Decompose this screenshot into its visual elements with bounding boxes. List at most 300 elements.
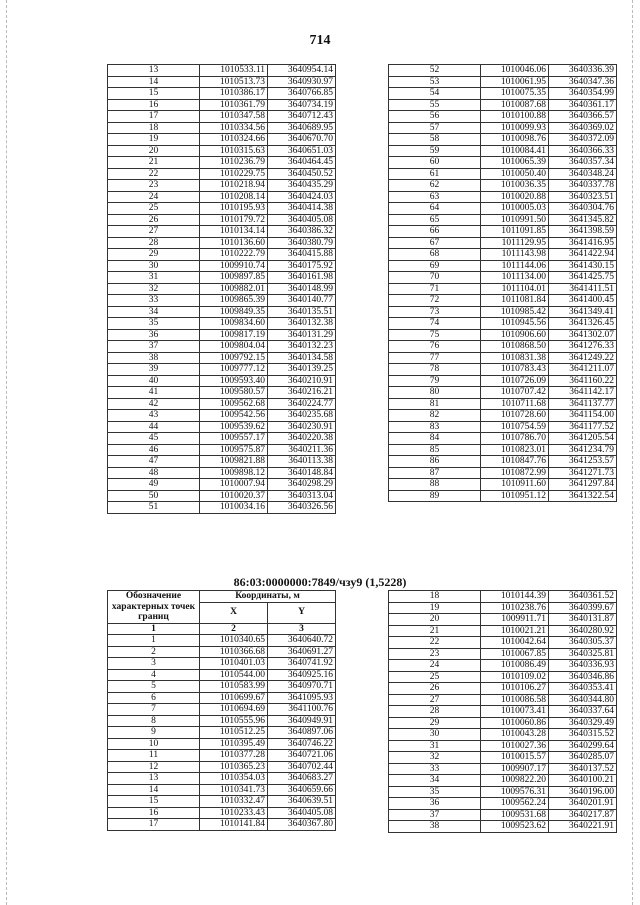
y-coordinate: 3640201.91 [549, 798, 617, 810]
y-coordinate: 3641154.00 [549, 410, 617, 422]
point-number: 28 [108, 237, 200, 249]
y-coordinate: 3640326.56 [268, 502, 336, 514]
point-number: 2 [108, 646, 200, 658]
y-coordinate: 3640336.93 [549, 660, 617, 672]
x-coordinate: 1009910.74 [200, 260, 268, 272]
y-coordinate: 3640221.91 [549, 821, 617, 833]
coordinates-table-bottom-left [107, 590, 336, 831]
point-number: 14 [108, 76, 200, 88]
x-coordinate: 1010513.73 [200, 76, 268, 88]
x-coordinate: 1009531.68 [481, 809, 549, 821]
x-coordinate: 1010340.65 [200, 635, 268, 647]
table-row [389, 490, 617, 502]
table-row [108, 807, 336, 819]
y-coordinate: 3640954.14 [268, 65, 336, 77]
y-coordinate: 3641349.41 [549, 306, 617, 318]
point-number: 61 [389, 168, 481, 180]
point-number: 45 [108, 433, 200, 445]
y-coordinate: 3640925.16 [268, 669, 336, 681]
section-title: 86:03:0000000:7849/чзу9 (1,5228) [233, 575, 407, 589]
coordinates-table-top-right [388, 64, 617, 502]
point-number: 31 [389, 740, 481, 752]
y-coordinate: 3640640.72 [268, 635, 336, 647]
y-coordinate: 3640100.21 [549, 775, 617, 787]
point-number: 63 [389, 191, 481, 203]
table-row [108, 168, 336, 180]
x-coordinate: 1010099.93 [481, 122, 549, 134]
table-row [108, 329, 336, 341]
table-row [108, 421, 336, 433]
table-row [389, 364, 617, 376]
table-row [108, 226, 336, 238]
table-row [108, 352, 336, 364]
y-coordinate: 3641326.45 [549, 318, 617, 330]
table-row [108, 738, 336, 750]
x-coordinate: 1010823.01 [481, 444, 549, 456]
x-coordinate: 1011134.00 [481, 272, 549, 284]
y-coordinate: 3640337.78 [549, 180, 617, 192]
x-coordinate: 1010783.43 [481, 364, 549, 376]
y-coordinate: 3640216.21 [268, 387, 336, 399]
point-number: 71 [389, 283, 481, 295]
y-coordinate: 3640132.23 [268, 341, 336, 353]
point-number: 16 [108, 99, 200, 111]
x-coordinate: 1010036.35 [481, 180, 549, 192]
table-header-row [108, 591, 336, 603]
x-coordinate: 1010098.76 [481, 134, 549, 146]
table-row [389, 775, 617, 787]
y-coordinate: 3640415.88 [268, 249, 336, 261]
table-row [389, 456, 617, 468]
table-row [108, 375, 336, 387]
y-coordinate: 3640405.08 [268, 807, 336, 819]
x-coordinate: 1011129.95 [481, 237, 549, 249]
point-number: 5 [108, 681, 200, 693]
y-coordinate: 3640148.99 [268, 283, 336, 295]
table-row [108, 479, 336, 491]
table-row [389, 272, 617, 284]
y-coordinate: 3640949.91 [268, 715, 336, 727]
point-number: 28 [389, 706, 481, 718]
point-number: 21 [108, 157, 200, 169]
y-coordinate: 3640734.19 [268, 99, 336, 111]
point-number: 80 [389, 387, 481, 399]
point-number: 68 [389, 249, 481, 261]
y-coordinate: 3640323.51 [549, 191, 617, 203]
column-number: 1 [108, 623, 200, 635]
table-row [389, 387, 617, 399]
table-row [389, 591, 617, 603]
point-number: 19 [389, 602, 481, 614]
x-coordinate: 1009821.88 [200, 456, 268, 468]
y-coordinate: 3640721.06 [268, 750, 336, 762]
y-coordinate: 3640464.45 [268, 157, 336, 169]
coordinates-table-top-left [107, 64, 336, 514]
y-coordinate: 3640386.32 [268, 226, 336, 238]
table-row [108, 490, 336, 502]
point-number: 17 [108, 111, 200, 123]
table-row [389, 180, 617, 192]
table-row [108, 157, 336, 169]
point-number: 17 [108, 819, 200, 831]
table-row [108, 715, 336, 727]
point-number: 86 [389, 456, 481, 468]
x-coordinate: 1009804.04 [200, 341, 268, 353]
table-row [108, 410, 336, 422]
table-row [389, 625, 617, 637]
x-coordinate: 1010512.25 [200, 727, 268, 739]
x-coordinate: 1010075.35 [481, 88, 549, 100]
y-coordinate: 3640659.66 [268, 784, 336, 796]
y-coordinate: 3641205.54 [549, 433, 617, 445]
table-row [389, 134, 617, 146]
point-number: 35 [389, 786, 481, 798]
table-row [108, 364, 336, 376]
table-row [389, 433, 617, 445]
y-coordinate: 3640691.27 [268, 646, 336, 658]
y-coordinate: 3640712.43 [268, 111, 336, 123]
table-row [389, 740, 617, 752]
point-number: 29 [108, 249, 200, 261]
y-coordinate: 3640414.38 [268, 203, 336, 215]
x-coordinate: 1010354.03 [200, 773, 268, 785]
y-coordinate: 3640210.91 [268, 375, 336, 387]
y-coordinate: 3640134.58 [268, 352, 336, 364]
point-number: 81 [389, 398, 481, 410]
x-coordinate: 1010332.47 [200, 796, 268, 808]
x-coordinate: 1010401.03 [200, 658, 268, 670]
table-row [108, 76, 336, 88]
point-number: 22 [108, 168, 200, 180]
x-coordinate: 1010847.76 [481, 456, 549, 468]
x-coordinate: 1009575.87 [200, 444, 268, 456]
table-row [108, 249, 336, 261]
table-row [108, 433, 336, 445]
point-number: 84 [389, 433, 481, 445]
point-number: 18 [108, 122, 200, 134]
point-number: 82 [389, 410, 481, 422]
page-edge-right [632, 0, 634, 905]
table-row [389, 410, 617, 422]
x-coordinate: 1009576.31 [481, 786, 549, 798]
table-row [108, 773, 336, 785]
table-row [389, 203, 617, 215]
table-row [389, 168, 617, 180]
point-number: 56 [389, 111, 481, 123]
y-coordinate: 3640367.80 [268, 819, 336, 831]
y-coordinate: 3641137.77 [549, 398, 617, 410]
point-number: 59 [389, 145, 481, 157]
table-row [108, 295, 336, 307]
table-row [389, 798, 617, 810]
y-coordinate: 3640380.79 [268, 237, 336, 249]
table-row [389, 602, 617, 614]
point-number: 43 [108, 410, 200, 422]
x-coordinate: 1010334.56 [200, 122, 268, 134]
y-coordinate: 3641276.33 [549, 341, 617, 353]
y-coordinate: 3640424.03 [268, 191, 336, 203]
table-row [389, 467, 617, 479]
x-coordinate: 1010728.60 [481, 410, 549, 422]
point-number: 15 [108, 796, 200, 808]
x-coordinate: 1010786.70 [481, 433, 549, 445]
column-number: 2 [200, 623, 268, 635]
y-coordinate: 3640161.98 [268, 272, 336, 284]
x-coordinate: 1010238.76 [481, 602, 549, 614]
point-number: 34 [108, 306, 200, 318]
table-row [389, 683, 617, 695]
point-number: 40 [108, 375, 200, 387]
point-number: 26 [389, 683, 481, 695]
point-number: 88 [389, 479, 481, 491]
table-row [108, 784, 336, 796]
x-coordinate: 1010109.02 [481, 671, 549, 683]
y-coordinate: 3640131.87 [549, 614, 617, 626]
point-number: 44 [108, 421, 200, 433]
point-number: 85 [389, 444, 481, 456]
point-number: 72 [389, 295, 481, 307]
y-coordinate: 3640313.04 [268, 490, 336, 502]
y-coordinate: 3640224.77 [268, 398, 336, 410]
point-number: 13 [108, 65, 200, 77]
point-number: 58 [389, 134, 481, 146]
x-coordinate: 1010067.85 [481, 648, 549, 660]
y-coordinate: 3641297.84 [549, 479, 617, 491]
table-row [389, 157, 617, 169]
table-row [108, 203, 336, 215]
point-number: 3 [108, 658, 200, 670]
point-number: 19 [108, 134, 200, 146]
point-number: 30 [108, 260, 200, 272]
x-coordinate: 1010361.79 [200, 99, 268, 111]
x-coordinate: 1010086.49 [481, 660, 549, 672]
x-coordinate: 1010366.68 [200, 646, 268, 658]
point-number: 79 [389, 375, 481, 387]
x-coordinate: 1010141.84 [200, 819, 268, 831]
y-coordinate: 3640450.52 [268, 168, 336, 180]
point-number: 65 [389, 214, 481, 226]
y-coordinate: 3640285.07 [549, 752, 617, 764]
point-number: 7 [108, 704, 200, 716]
x-coordinate: 1010324.66 [200, 134, 268, 146]
x-coordinate: 1009865.39 [200, 295, 268, 307]
point-number: 54 [389, 88, 481, 100]
y-coordinate: 3640361.52 [549, 591, 617, 603]
y-coordinate: 3640304.76 [549, 203, 617, 215]
table-row [389, 191, 617, 203]
y-coordinate: 3640329.49 [549, 717, 617, 729]
table-row [108, 456, 336, 468]
point-number: 83 [389, 421, 481, 433]
x-coordinate: 1009777.12 [200, 364, 268, 376]
y-coordinate: 3641249.22 [549, 352, 617, 364]
y-coordinate: 3640113.38 [268, 456, 336, 468]
table-row [108, 387, 336, 399]
y-coordinate: 3640405.08 [268, 214, 336, 226]
table-row [389, 306, 617, 318]
point-number: 48 [108, 467, 200, 479]
table-row [389, 214, 617, 226]
y-coordinate: 3640344.80 [549, 694, 617, 706]
point-number: 35 [108, 318, 200, 330]
y-coordinate: 3640702.44 [268, 761, 336, 773]
table-row [389, 260, 617, 272]
table-row [108, 444, 336, 456]
y-coordinate: 3640175.92 [268, 260, 336, 272]
table-row [108, 658, 336, 670]
y-coordinate: 3641234.79 [549, 444, 617, 456]
table-row [389, 88, 617, 100]
table-row [389, 694, 617, 706]
designation-header: Обозначение характерных точек границ [108, 591, 200, 624]
table-row [108, 260, 336, 272]
x-coordinate: 1010065.39 [481, 157, 549, 169]
y-coordinate: 3640970.71 [268, 681, 336, 693]
x-header: X [200, 602, 268, 623]
point-number: 22 [389, 637, 481, 649]
point-number: 33 [108, 295, 200, 307]
y-coordinate: 3640361.17 [549, 99, 617, 111]
point-number: 11 [108, 750, 200, 762]
y-coordinate: 3641095.93 [268, 692, 336, 704]
point-number: 36 [108, 329, 200, 341]
y-coordinate: 3640131.29 [268, 329, 336, 341]
y-coordinate: 3641411.51 [549, 283, 617, 295]
x-coordinate: 1009580.57 [200, 387, 268, 399]
x-coordinate: 1010179.72 [200, 214, 268, 226]
x-coordinate: 1010134.14 [200, 226, 268, 238]
x-coordinate: 1010951.12 [481, 490, 549, 502]
y-coordinate: 3640347.36 [549, 76, 617, 88]
table-row [108, 635, 336, 647]
x-coordinate: 1010020.88 [481, 191, 549, 203]
point-number: 69 [389, 260, 481, 272]
y-coordinate: 3640346.86 [549, 671, 617, 683]
point-number: 76 [389, 341, 481, 353]
point-number: 38 [389, 821, 481, 833]
x-coordinate: 1010236.79 [200, 157, 268, 169]
y-coordinate: 3640298.29 [268, 479, 336, 491]
column-number: 3 [268, 623, 336, 635]
y-coordinate: 3640220.38 [268, 433, 336, 445]
x-coordinate: 1010060.86 [481, 717, 549, 729]
table-row [389, 786, 617, 798]
table-row [108, 467, 336, 479]
y-coordinate: 3641416.95 [549, 237, 617, 249]
point-number: 51 [108, 502, 200, 514]
point-number: 27 [108, 226, 200, 238]
x-coordinate: 1009593.40 [200, 375, 268, 387]
x-coordinate: 1009539.62 [200, 421, 268, 433]
table-row [389, 637, 617, 649]
y-coordinate: 3640353.41 [549, 683, 617, 695]
point-number: 38 [108, 352, 200, 364]
x-coordinate: 1009849.35 [200, 306, 268, 318]
point-number: 62 [389, 180, 481, 192]
y-coordinate: 3640135.51 [268, 306, 336, 318]
table-row [389, 237, 617, 249]
y-coordinate: 3640741.92 [268, 658, 336, 670]
point-number: 14 [108, 784, 200, 796]
table-row [108, 692, 336, 704]
point-number: 66 [389, 226, 481, 238]
y-coordinate: 3641430.15 [549, 260, 617, 272]
y-coordinate: 3640325.81 [549, 648, 617, 660]
y-coordinate: 3640140.77 [268, 295, 336, 307]
table-row [389, 318, 617, 330]
point-number: 13 [108, 773, 200, 785]
x-coordinate: 1011091.85 [481, 226, 549, 238]
point-number: 4 [108, 669, 200, 681]
x-coordinate: 1010341.73 [200, 784, 268, 796]
point-number: 32 [389, 752, 481, 764]
table-row [389, 809, 617, 821]
x-coordinate: 1010699.67 [200, 692, 268, 704]
table-row [108, 681, 336, 693]
table-row [389, 249, 617, 261]
table-row [108, 646, 336, 658]
point-number: 24 [389, 660, 481, 672]
point-number: 37 [108, 341, 200, 353]
table-row [389, 398, 617, 410]
table-row [108, 750, 336, 762]
table-row [389, 329, 617, 341]
x-coordinate: 1010061.95 [481, 76, 549, 88]
y-coordinate: 3640217.87 [549, 809, 617, 821]
point-number: 36 [389, 798, 481, 810]
x-coordinate: 1010386.17 [200, 88, 268, 100]
table-row [108, 398, 336, 410]
table-row [108, 727, 336, 739]
y-coordinate: 3640369.02 [549, 122, 617, 134]
point-number: 33 [389, 763, 481, 775]
x-coordinate: 1010315.63 [200, 145, 268, 157]
x-coordinate: 1010015.57 [481, 752, 549, 764]
table-row [108, 65, 336, 77]
table-row [108, 214, 336, 226]
table-row [389, 729, 617, 741]
y-coordinate: 3640230.91 [268, 421, 336, 433]
x-coordinate: 1009898.12 [200, 467, 268, 479]
x-coordinate: 1010754.59 [481, 421, 549, 433]
y-coordinate: 3641398.59 [549, 226, 617, 238]
y-coordinate: 3640639.51 [268, 796, 336, 808]
table-row [108, 502, 336, 514]
x-coordinate: 1010583.99 [200, 681, 268, 693]
x-coordinate: 1010106.27 [481, 683, 549, 695]
table-row [108, 272, 336, 284]
x-coordinate: 1010005.03 [481, 203, 549, 215]
point-number: 39 [108, 364, 200, 376]
table-row [389, 145, 617, 157]
point-number: 16 [108, 807, 200, 819]
y-coordinate: 3641400.45 [549, 295, 617, 307]
x-coordinate: 1010711.68 [481, 398, 549, 410]
y-coordinate: 3640689.95 [268, 122, 336, 134]
x-coordinate: 1010544.00 [200, 669, 268, 681]
x-coordinate: 1010694.69 [200, 704, 268, 716]
y-coordinate: 3640930.97 [268, 76, 336, 88]
y-coordinate: 3640148.84 [268, 467, 336, 479]
point-number: 20 [108, 145, 200, 157]
x-coordinate: 1009817.19 [200, 329, 268, 341]
y-coordinate: 3640235.68 [268, 410, 336, 422]
point-number: 27 [389, 694, 481, 706]
y-coordinate: 3640897.06 [268, 727, 336, 739]
point-number: 23 [389, 648, 481, 660]
x-coordinate: 1010533.11 [200, 65, 268, 77]
x-coordinate: 1010222.79 [200, 249, 268, 261]
